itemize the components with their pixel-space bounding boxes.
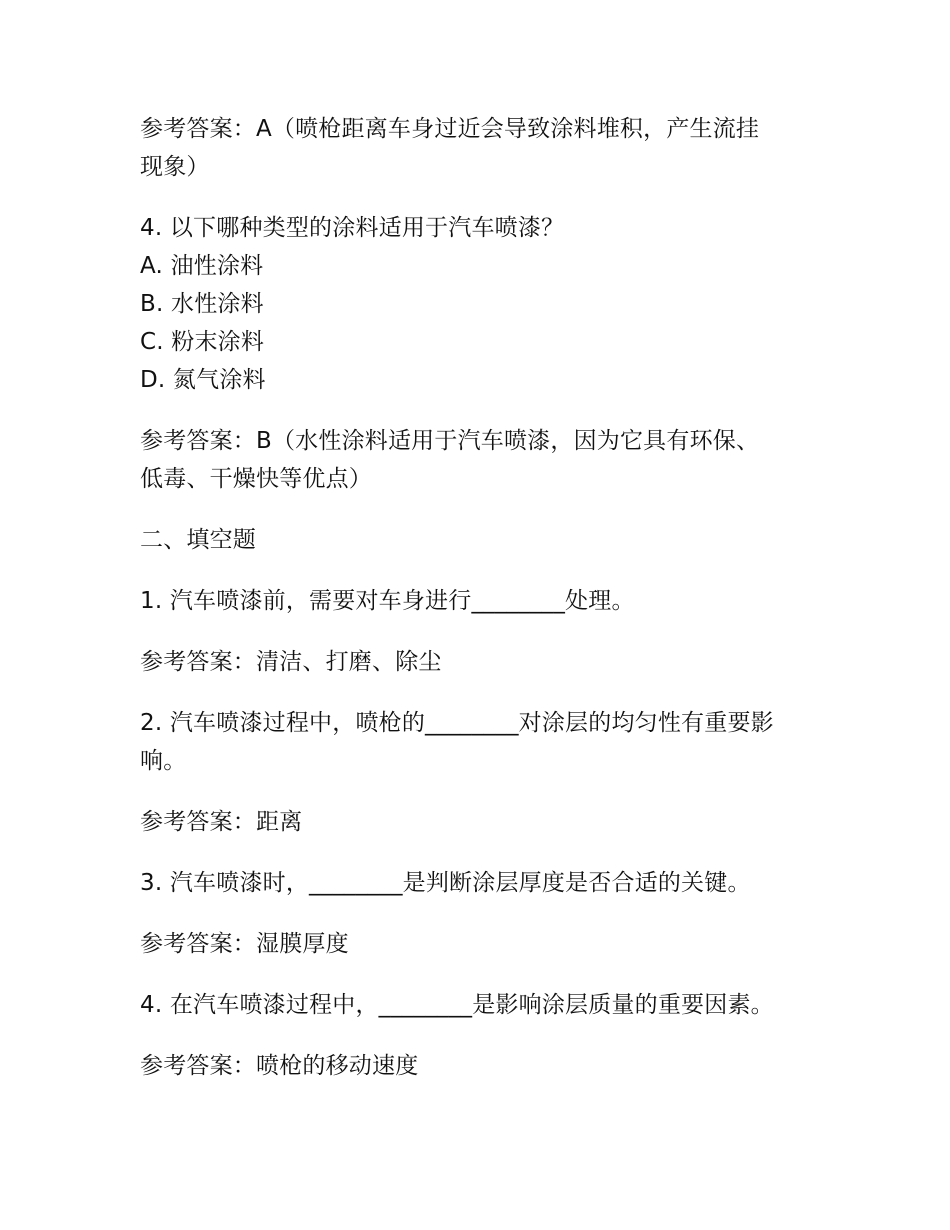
option-d: D. 氮气涂料	[140, 367, 266, 393]
document-body	[140, 110, 810, 1085]
fill-blank-3-question	[140, 864, 810, 902]
fill-blank-3-text: 3. 汽车喷漆时，________是判断涂层厚度是否合适的关键。	[140, 870, 751, 896]
fill-blank-4-answer	[140, 1047, 810, 1085]
fill-blank-2-text-line-2: 响。	[140, 748, 187, 774]
fill-blank-1-question	[140, 582, 810, 620]
fill-blank-1-answer-text: 参考答案：清洁、打磨、除尘	[140, 649, 442, 675]
question-4-block	[140, 209, 810, 399]
fill-blank-2-text-line-1: 2. 汽车喷漆过程中，喷枪的________对涂层的均匀性有重要影	[140, 710, 774, 736]
q3-answer	[140, 110, 810, 186]
fill-blank-2-answer	[140, 803, 810, 841]
fill-blank-2-answer-text: 参考答案：距离	[140, 809, 303, 835]
fill-blank-1-answer	[140, 643, 810, 681]
fill-blank-3-answer-text: 参考答案：湿膜厚度	[140, 931, 349, 957]
option-b: B. 水性涂料	[140, 291, 264, 317]
fill-blank-4-text: 4. 在汽车喷漆过程中，________是影响涂层质量的重要因素。	[140, 992, 774, 1018]
q4-answer-line-2: 低毒、干燥快等优点）	[140, 466, 372, 492]
fill-blank-4-answer-text: 参考答案：喷枪的移动速度	[140, 1053, 419, 1079]
option-c: C. 粉末涂料	[140, 329, 265, 355]
fill-blank-4-question	[140, 986, 810, 1024]
question-4-text: 4. 以下哪种类型的涂料适用于汽车喷漆？	[140, 215, 565, 241]
q4-answer	[140, 422, 810, 498]
fill-blank-2-question	[140, 704, 810, 780]
fill-blank-3-answer	[140, 925, 810, 963]
q3-answer-line-1: 参考答案：A（喷枪距离车身过近会导致涂料堆积，产生流挂	[140, 116, 760, 142]
section-heading-text: 二、填空题	[140, 527, 256, 553]
option-a: A. 油性涂料	[140, 253, 264, 279]
fill-blank-1-text: 1. 汽车喷漆前，需要对车身进行________处理。	[140, 588, 635, 614]
q4-answer-line-1: 参考答案：B（水性涂料适用于汽车喷漆，因为它具有环保、	[140, 428, 760, 454]
q3-answer-line-2: 现象）	[140, 154, 210, 180]
section-heading	[140, 521, 810, 559]
